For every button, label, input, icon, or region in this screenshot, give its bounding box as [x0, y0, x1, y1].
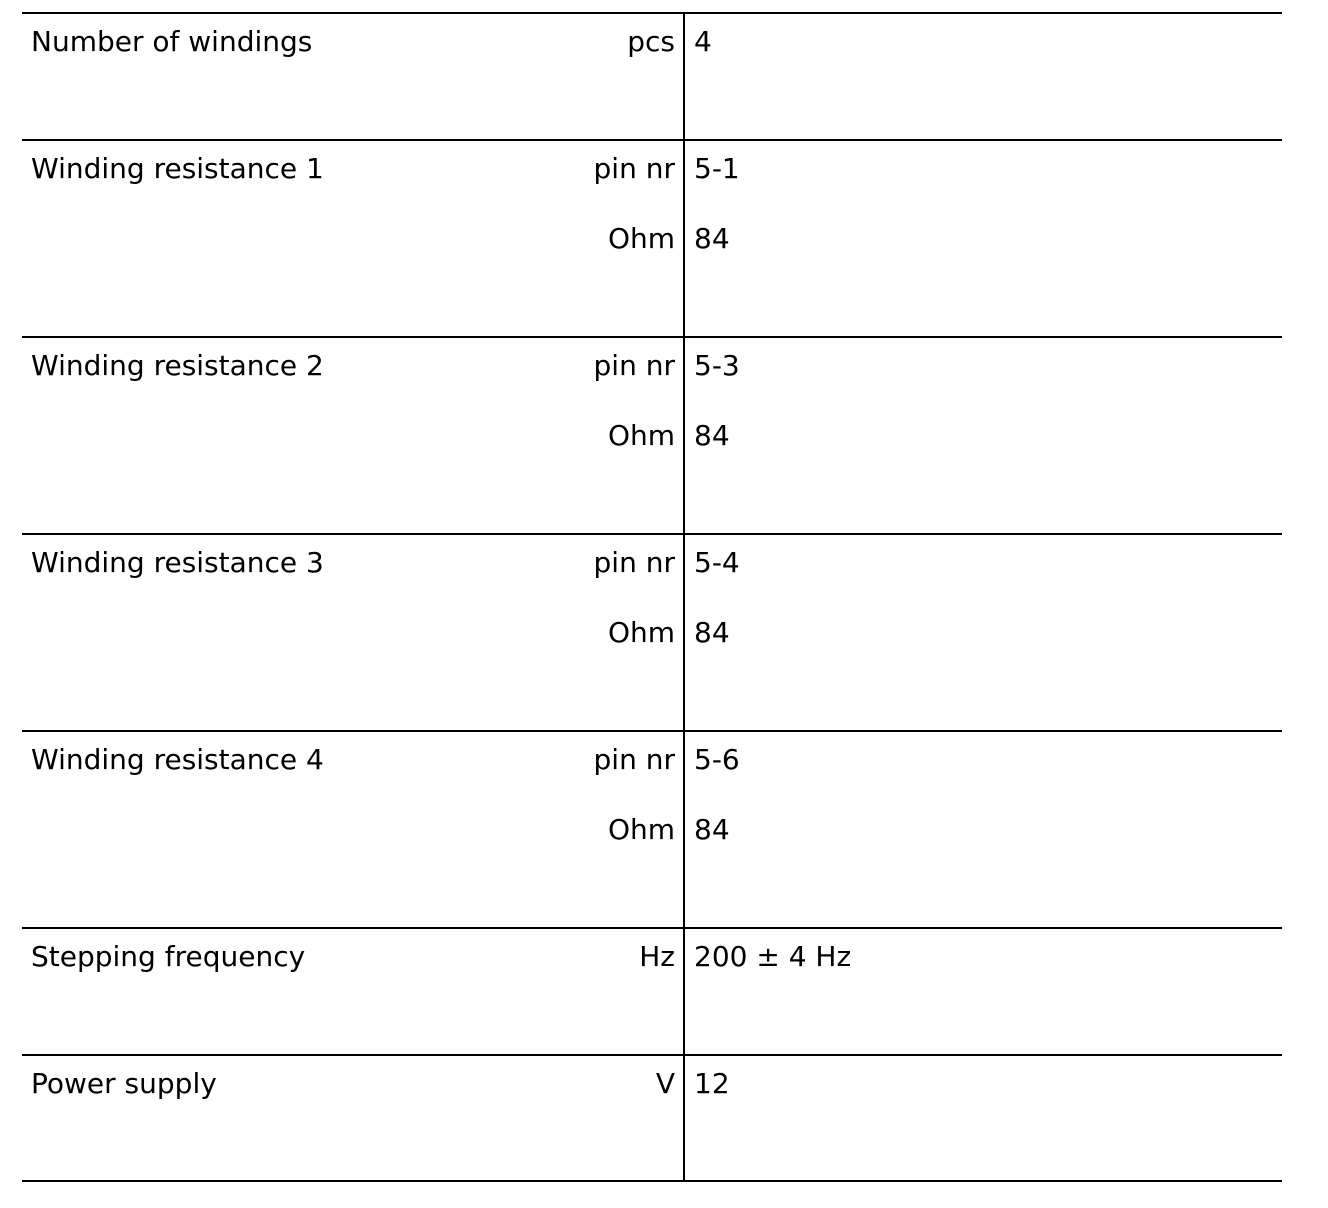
row-unit: pcs: [627, 25, 675, 58]
row-label: Winding resistance 4: [31, 743, 324, 776]
row-unit: Ohm: [607, 813, 675, 846]
row-unit: pin nr: [593, 349, 675, 382]
table-row: [22, 139, 1282, 336]
row-value: 12: [694, 1067, 730, 1100]
table-row: [22, 730, 1282, 927]
spec-table: [22, 12, 1282, 1182]
row-label: Winding resistance 2: [31, 349, 324, 382]
table-row: [22, 336, 1282, 533]
row-value: 4: [694, 25, 712, 58]
row-value: 84: [694, 222, 730, 255]
table-row: [22, 533, 1282, 730]
column-divider: [683, 929, 685, 1054]
row-unit: pin nr: [593, 152, 675, 185]
row-unit: pin nr: [593, 743, 675, 776]
table-row: [22, 927, 1282, 1054]
row-unit: Hz: [639, 940, 675, 973]
row-value: 84: [694, 419, 730, 452]
row-unit: Ohm: [607, 419, 675, 452]
row-label: Winding resistance 1: [31, 152, 324, 185]
row-unit: Ohm: [607, 616, 675, 649]
row-value: 5-3: [694, 349, 740, 382]
row-value: 5-6: [694, 743, 740, 776]
row-unit: V: [655, 1067, 675, 1100]
row-value: 84: [694, 616, 730, 649]
row-value: 200 ± 4 Hz: [694, 940, 852, 973]
row-unit: Ohm: [607, 222, 675, 255]
column-divider: [683, 535, 685, 730]
row-unit: pin nr: [593, 546, 675, 579]
row-value: 5-1: [694, 152, 740, 185]
column-divider: [683, 1056, 685, 1180]
row-label: Number of windings: [31, 25, 313, 58]
column-divider: [683, 14, 685, 139]
table-row: [22, 1054, 1282, 1182]
row-label: Stepping frequency: [31, 940, 306, 973]
column-divider: [683, 338, 685, 533]
column-divider: [683, 141, 685, 336]
column-divider: [683, 732, 685, 927]
table-row: [22, 12, 1282, 139]
row-label: Power supply: [31, 1067, 217, 1100]
row-label: Winding resistance 3: [31, 546, 324, 579]
row-value: 84: [694, 813, 730, 846]
row-value: 5-4: [694, 546, 740, 579]
